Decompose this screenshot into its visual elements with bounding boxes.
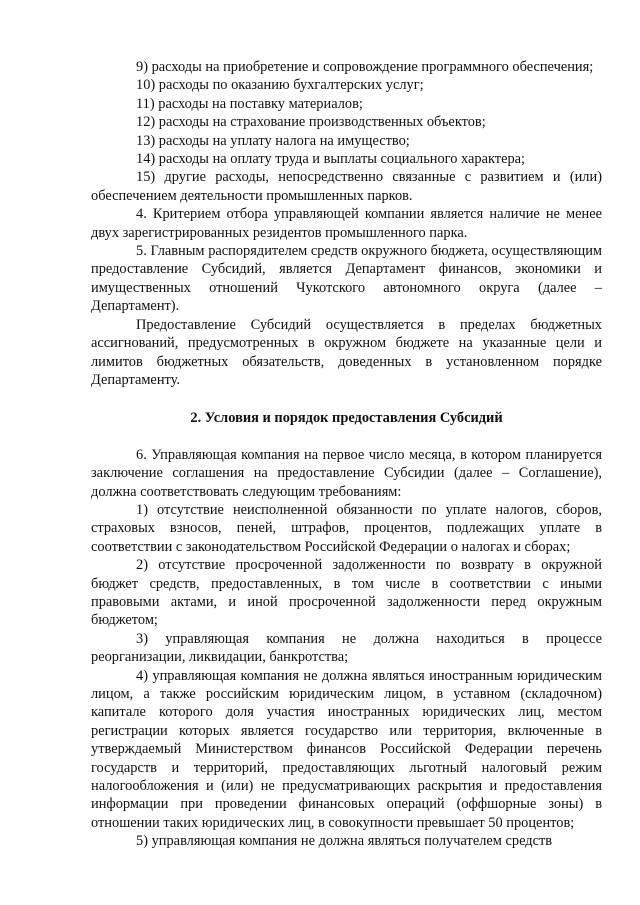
clause-6-requirements: 6. Управляющая компания на первое число месяца, в котором планируется заключение соглашения на предоставление Субсидии (далее – Соглашение), должна соответствовать следующим требованиям: [91, 446, 602, 500]
clause-4-selection-criterion: 4. Критерием отбора управляющей компании является наличие не менее двух зарегистрированных резидентов промышленного парка. [91, 206, 602, 241]
requirement-5-not-recipient: 5) управляющая компания не должна являться получателем средств [136, 833, 553, 850]
item-13-property-tax: 13) расходы на уплату налога на имущество; [136, 132, 410, 149]
item-15-other-expenses: 15) другие расходы, непосредственно связанные с развитием и (или) обеспечением деятельности промышленных парков. [91, 169, 602, 204]
requirement-3-no-reorganization: 3) управляющая компания не должна находиться в процессе реорганизации, ликвидации, банкротства; [91, 630, 602, 666]
paragraph-subsidy-limits: Предоставление Субсидий осуществляется в пределах бюджетных ассигнований, предусмотренных в окружном бюджете на указанные цели и лимитов бюджетных обязательств, доведенных в установленном порядке Департаменту. [91, 316, 602, 388]
requirement-1-no-tax-debt: 1) отсутствие неисполненной обязанности по уплате налогов, сборов, страховых взносов, пеней, штрафов, процентов, подлежащих уплате в соответствии с законодательством Российской Федерации о налогах и сборах; [91, 501, 602, 555]
item-12-insurance: 12) расходы на страхование производственных объектов; [136, 114, 486, 131]
section-heading: 2. Условия и порядок предоставления Субсидий [190, 410, 503, 427]
requirement-4-not-foreign-entity: 4) управляющая компания не должна являться иностранным юридическим лицом, а также российским юридическим лицом, в уставном (складочном) капитале которого доля участия иностранных юридических лиц, местом регистрации которых является государство или территория, включенные в утверждаемый Министерством финансов Российской Федерации перечень государств и территорий, предоставляющих льготный налоговый режим налогообложения и (или) не предусматривающих раскрытия и предоставления информации при проведении финансовых операций (оффшорные зоны) в отношении таких юридических лиц, в совокупности превышает 50 процентов; [91, 667, 602, 831]
requirement-2-no-budget-arrears: 2) отсутствие просроченной задолженности по возврату в окружной бюджет средств, предоставленных, в том числе в соответствии с иными правовыми актами, и иной просроченной задолженности перед окружным бюджетом; [91, 557, 602, 629]
clause-5-chief-administrator: 5. Главным распорядителем средств окружного бюджета, осуществляющим предоставление Субсидий, является Департамент финансов, экономики и имущественных отношений Чукотского автономного округа (далее – Департамент). [91, 243, 602, 315]
item-11-materials: 11) расходы на поставку материалов; [136, 95, 363, 112]
item-10-accounting: 10) расходы по оказанию бухгалтерских услуг; [136, 77, 424, 94]
item-9-software: 9) расходы на приобретение и сопровождение программного обеспечения; [136, 59, 594, 75]
item-14-wages: 14) расходы на оплату труда и выплаты социального характера; [136, 151, 526, 168]
